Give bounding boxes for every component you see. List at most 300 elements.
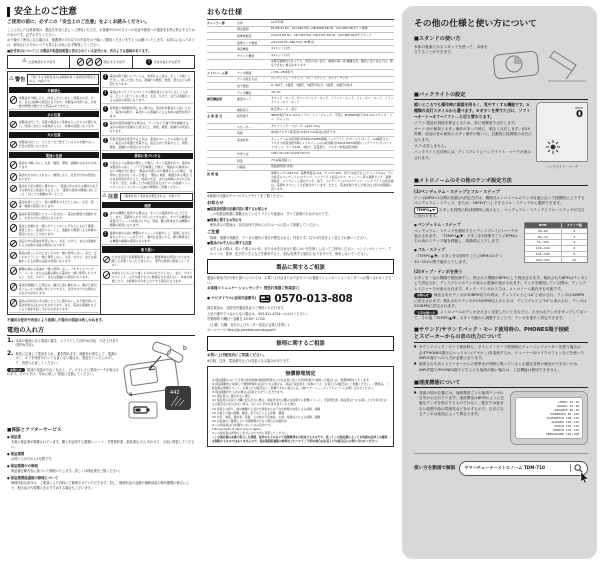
spec-row (207, 106, 394, 113)
safety-section-bar: 異常に気づいたら (102, 153, 193, 159)
tap-tempo-text: ボタンを一定の間隔で数回押すと、押された間隔がBPMとして検出されます。検出されたBPMはテンポとして設定され、ディスプレイのテンポ表示に数値が表示されます。テンポを検知している間は、ディスプレイにマークが表示されます。タップ・テンポの入力は、メトロノーム動作中も可能です。 (414, 276, 588, 291)
spec-row (207, 157, 394, 164)
safety-item-text: 電池は乳幼児の手の届くところに置かない。お子様が誤って電池を飲み込むおそれがあります。また、電池の液漏れなどにより炎症を起こすおそれがあります。 (18, 298, 97, 311)
prohibition-icon (10, 173, 18, 181)
safety-table (7, 71, 195, 315)
navi-dial-label: ● ナビダイヤル(全国共通番号) (207, 296, 257, 301)
caution-badge: ⚠ 注意 (102, 193, 119, 201)
battery-note: お知らせ 電池の残量が少なくなると、ディスプレイに電池マークが表示されます。そのときは、早めに新しい電池に交換してください。 (7, 367, 119, 377)
tempo-terms-heading: ■速度標語について (414, 379, 588, 388)
note-pill: お知らせ (414, 293, 432, 298)
video-search-box[interactable] (459, 461, 588, 476)
prohibition-icon (10, 299, 18, 307)
safety-item (9, 281, 99, 297)
notice-subheading: ■取扱説明書の記載内容に関するお知らせ (207, 206, 268, 211)
prohibition-icon (10, 224, 18, 232)
caution-text: お手入れの際は、乾いた柔らかい布、または水を含ませた柔らかい布を固くしぼってご使用ください。ベンジンやシンナー、アルコール、洗剤、化学ぞうきんなどを使用すると、変色/変質する原因になりますので、使用しないでください。 (210, 246, 392, 256)
repair-clause: ① 保証期間において正常な使用状態(取扱説明書などの注意書に従った使用状態)で故障した場合には、無償修理をいたします。 (212, 378, 372, 383)
spec-name: 電池寿命 (237, 137, 249, 142)
warranty-item-heading: ● 保証期間経過後の修理について (7, 475, 195, 480)
warning-triangle-icon: ⚠ (21, 58, 27, 65)
legend-label: 行為を指示する記号 (153, 59, 181, 64)
safety-item (9, 171, 99, 183)
spec-value: ±1セント以内 (271, 46, 290, 51)
repair-inquiry-box: 修理に関するご相談 (207, 336, 394, 351)
display-corner (536, 102, 588, 162)
safety-items-right-a (102, 73, 193, 192)
prohibition-icon (10, 283, 18, 291)
notice-heading: お知らせ (207, 199, 224, 205)
specs-title: おもな仕様 (207, 8, 242, 16)
spec-group (207, 159, 237, 163)
instruction-icon (103, 122, 109, 128)
symbol-legend (7, 55, 195, 69)
spec-row (207, 164, 394, 171)
pendulum-full-text: テンポ(BPM=1分間の拍数)の設定方法は、機械式メトロノームのテンポ目盛に沿って段階的に上下するペンデュラム・ステップ、または、1BPMずつ上下するフル・ステップから選択できます。 (414, 195, 585, 205)
tap-note: お知らせ 検出されたテンポが30BPM以下の時は、ディスプレイに“Lo”と表示され、テンポは30BPMに設定されます。検出されたテンポが252BPM以上のときは、ディスプレイに“Hi”と表示され、テンポは252BPMに設定されます。 (414, 293, 587, 308)
backlight-section (414, 102, 588, 171)
safety-subtitle: ご使用の前に、必ずこの「安全上のご注意」をよくお読みください。 (7, 20, 150, 26)
sound-bullet: ■ 演奏された音とスピーカーからの基準音が同時に鳴っていると正確な音程の検出ができないため、INPUT端子/PHONES端子どちらにも接続が無い場合は、上記機能は使用できません。 (414, 362, 588, 373)
pendulum-section (414, 222, 588, 266)
tempo-term-row: ADAGIO 54 - 66 (556, 403, 579, 408)
spec-name: 質量 (237, 158, 243, 163)
warranty-item-text: 修理可能な部分は、ご要望により有料にて修理させていただきます。但し、修理料金の金額や補修部品の保有期間の都合により、相当品の代替購入をおすすめする場合もございます。 (11, 481, 190, 490)
stand-illustration (492, 45, 588, 85)
contact-line: 営業時間 月曜日~金曜日 10:00~17:00 (207, 317, 265, 322)
caution-heading: ご注意 (207, 228, 220, 234)
table-header: BPM ステップ幅 (525, 223, 587, 228)
tempo-term-row: PRESTO 176 - 192 (553, 427, 579, 432)
spec-value: A4=410 Hz~480 Hz(1 Hz単位) (271, 39, 315, 44)
repair-clause: (5) 火災、地震、風水害、落雷、その他の天災地変、公害、塩害などによる故障、損傷 (212, 414, 321, 419)
safety-item (102, 270, 193, 286)
tempo-buttons: TEMPO▲/▼ (414, 207, 438, 214)
svg-text:442: 442 (170, 389, 180, 396)
symbols-heading: ■記号表示について|この製品や取扱説明書に表示されている記号には、次のような意味があります。 (7, 48, 152, 53)
caution-intro: 「故障、損傷や誤動作、データの損失の発生が想定される」内容です。以下の内容をよく読んでお使いください。 (207, 235, 370, 240)
spec-name: 基準ピッチ範囲 (237, 40, 258, 45)
safety-item (9, 199, 99, 211)
safety-section-bar: 接続 (102, 202, 193, 208)
safety-item-text: 大きな音量で長時間使用しない。聴覚障害の原因になります。聞こえが悪くなったと感じたら、専門の医師に相談してください。 (111, 255, 193, 268)
spec-group (207, 27, 237, 31)
safety-item (102, 120, 193, 136)
spec-row (207, 26, 394, 33)
safety-intro-1: ここに示した注意事項は、製品を安全に正しくご使用いただき、お客様やほかの方々への危害や財産への損害を未然に防止するためのものです。必ずお守りください。 (7, 28, 195, 37)
spec-group (207, 84, 237, 88)
spec-name: 電源 (237, 131, 243, 136)
safety-item (9, 266, 99, 282)
prohibition-icon (10, 141, 18, 149)
caution-desc: 「傷害を負う可能性が想定される」内容です。 (120, 193, 193, 201)
safety-title: 安全上のご注意 (7, 7, 195, 17)
safety-item (102, 160, 193, 192)
spec-name: 練習モード (237, 97, 252, 102)
backlight-intro: 暗いところでも操作時に画面を明るく、見やすくする機能です。3種類の点灯スタイルから選べます。※ボタンを押すたびに、ソフト→オート→オフ→ソフト...と切り替わります。 (414, 102, 531, 119)
safety-item (9, 159, 99, 171)
spec-name: 測定精度 (237, 47, 249, 52)
video-label: 使い方を動画で解説 (414, 466, 456, 472)
safety-item-text: 電池を火の中に入れない。破裂により、火災やけがの原因になります。 (18, 172, 97, 181)
spec-value: 79 g(電池除く) (271, 157, 292, 162)
step-text: 本体の裏面にある電池の蓋を、スライドして(図中a方向)、引き上げます(図中b方向)。 (15, 338, 119, 348)
repair-contact-line: お買い上げ販売店にご相談ください。 (207, 352, 267, 357)
safety-item-text: 電池はすべてプラス/マイナスの極性表示どおりに正しく入れる。正しく入れていない場合、火災、やけど、または液漏れによる炎症の原因になります。 (109, 89, 191, 102)
battery-illustration (123, 340, 195, 424)
warranty-list (7, 434, 195, 490)
repair-clause: (3) 使用上の誤り、他の機器から受けた障害または不当な修理や改造による故障、損傷 (212, 406, 321, 411)
backlight-heading: ■バックライトの設定 (414, 91, 588, 100)
spec-value: E1(38.41 Hz、A4=410 Hz)~C8(4566.58 Hz、A4=480 Hz)サイン波時 (271, 26, 368, 31)
contact-line: 上記の番号でつながらない場合は、053-411-4744へおかけください。 (207, 311, 310, 316)
spec-row (207, 45, 394, 52)
safety-item (9, 222, 99, 238)
spec-name: スピーカー (237, 124, 252, 129)
spec-group (207, 125, 237, 129)
table-rows (525, 228, 587, 263)
other-title: その他の仕様と使い方について (414, 19, 537, 29)
table-row: 30~60 2 (525, 228, 587, 234)
spec-name: 補助表示 (237, 107, 249, 112)
repair-clause: ※この保証書は日本国内においてのみ有効です。 (212, 422, 273, 427)
battery-step (7, 351, 119, 367)
dial-row (207, 293, 394, 305)
safety-item (102, 254, 193, 270)
safety-item-text: 種類の異なる電池を一緒に使用しない。アルカリとマンガン、メーカーまたは品番の異なる電池を一緒に使用したりすると、火災、やけど、または液漏れの原因になります。 (18, 266, 97, 279)
product-inquiry-box: 製品に関するご相談 (207, 259, 394, 274)
spec-value: 取扱説明書(本書) (271, 164, 294, 169)
backlight-off: オフ:点灯しません。 (414, 144, 449, 149)
safety-item (9, 297, 99, 313)
svg-text:a: a (129, 390, 133, 398)
spec-value: チューナーのみ使用時:約250/150/85時間(バックライト:オフ/ソフト/オート、A4連続入力、アルカリ乾電池使用時) メトロノームのみ使用時:約300/130/75時間(バックライト:オフ/ソフト/オート、テンポ120、4拍子、音量最大、アルカリ乾電池使用時) (271, 136, 392, 149)
stand-text: 本体の裏面にあるスタンドを使って、本体を立てることができます。 (414, 44, 488, 54)
gray-panel (402, 6, 597, 559)
full-step-text: 「TEMPO▲/▼」ボタンを1回押すごとにBPMは1ずつ、30~252の間で値が上下します。 (414, 254, 506, 264)
metronome-tempo-heading: ■メトロノームのその他のテンポ設定方法 (414, 177, 588, 186)
prohibition-icon (10, 96, 18, 104)
instruction-icon (103, 138, 109, 144)
spec-group: 練習機能部 (207, 97, 223, 102)
repair-clause: (1) 保証書のご提示がない場合 (212, 394, 251, 399)
prohibition-icon (10, 121, 18, 129)
safety-item-text: 本製品を分解したり、改造したりしない。感電や火災、けが、または故障の原因になります。本製品の内部には、お客様が修理/交換できる部品はありません。 (18, 95, 97, 108)
step-number: 2. (7, 349, 14, 357)
spec-name: 測定範囲 (237, 27, 249, 32)
warranty-item-heading: ● 保証期間 (7, 451, 195, 456)
safety-item (9, 238, 99, 250)
legend-label: 禁止を示す記号 (103, 59, 125, 64)
backlight-auto: オート:音の検知とボタン操作があった時に、明るく点灯します。約10秒間、追加の音の検知とボタン操作が無いと、自動的に低輝度の点灯になります。 (414, 126, 532, 142)
tempo-button-note: TEMPO▲/▼ ボタンを同時に約1秒間押し続けると、ペンデュラム・ステップとフル・ステップが交互に変わります。 (414, 208, 585, 218)
spec-row (207, 112, 394, 122)
spec-name: 付属品 (237, 165, 246, 170)
spec-row (207, 150, 394, 157)
warranty-item-heading: ● 保証書 (7, 434, 195, 439)
safety-item-text: 電池を保管/廃棄する場合は、テープなどで端子部を絶縁する。ほかの電池や金属片と混ざると、発熱、破裂、液漏れの原因になります。 (109, 121, 192, 134)
table-row: 240~252 12 (525, 256, 587, 262)
spec-value: C3(121.89 Hz、A4=410 Hz)~C6(1141.66 Hz、A4=480 Hz)3オクターブ (271, 32, 372, 37)
tap-tempo-heading: (2)タップ・テンポを使う (414, 269, 463, 275)
contact-line: (土曜、日曜、祝日およびセンター指定の定休日を除く) (210, 322, 289, 327)
repair-clause: ③ 保証期間内でも次の場合は有料とさせていただきます。 (212, 390, 286, 395)
tap-tip: 上手な使い方 メトロノームのテンポを大きく変更したいときなどに、大まかなテンポをタップしておいて、その後「TEMPO▲/▼」ボタンで細かく調整することで、テンポを素早く設定できます。 (414, 310, 588, 320)
backlight-mark-caption: バックライト・マーク (546, 164, 578, 169)
spec-name: テンポ設定方法 (237, 77, 258, 82)
instruction-icon (146, 59, 152, 65)
safety-item (9, 94, 99, 110)
note-pill: お知らせ (7, 368, 25, 373)
warranty-item (7, 451, 195, 462)
safety-item-text: 電池を落としたり、強い衝撃を与えたりしない。火災・感電・破損の原因になります。 (18, 200, 94, 209)
repair-clause: This warranty is valid only in Japan. (212, 426, 262, 431)
warning-triangle-icon: ⚠ (102, 193, 107, 200)
warning-triangle-icon: ⚠ (9, 75, 14, 82)
spec-value: ±1セント以内 (271, 52, 290, 57)
caution-header (102, 193, 193, 201)
spec-name: テンポ精度 (237, 90, 252, 95)
spec-row (207, 129, 394, 136)
warranty-item (7, 475, 195, 490)
spec-name: 基準発振音 (237, 33, 252, 38)
safety-section-bar: 分解禁止 (9, 87, 99, 93)
legend-instruction (133, 56, 194, 68)
spec-row (207, 52, 394, 59)
safety-item-text: 充電式電池を使用するときは、電池のマニュアルの指示に従い、指定の充電器で充電する。指定以外で充電すると、発熱、破裂、液漏れの原因になります。 (109, 137, 191, 150)
safety-item-text: 電池が液漏れした場合は、漏れた液に触れない。漏れた液が目に入ったり皮膚に付いたりすると、化学やけどや失明などのおそれがあります。 (18, 282, 97, 295)
tempo-term-row: ALLEGRO 120 - 152 (551, 419, 579, 424)
spec-group (207, 54, 237, 58)
free-repair-title: 無償修理規定 (285, 370, 316, 377)
backlight-illustration (536, 102, 588, 169)
spec-value: ※測定範囲内であっても、倍音の多い音や、減衰の速い音/複雑な音、騒音に近い音などは、測定できない場合があります (271, 59, 393, 68)
safety-item (102, 210, 193, 230)
safety-item-text: 本製品の近くに、ろうそくなど燃えているものを置かない。火災の原因になります。 (18, 140, 97, 149)
step-text: 極性に注意して電池を入れ、蓋を閉めます。誤動作が発生して、電源のオン、オフを何度か行っても直らない場合は、電池をいったんはずして、再度入れ直してください。 (15, 351, 118, 365)
safety-item-text: 使用後や長時間使用しない場合は、電池を本製品から抜いておく。電池の消耗や、電池からの液漏れによる本体の腐食を防げます。 (109, 105, 191, 118)
tempo-term-row: MODERATO 84 - 108 (550, 411, 579, 416)
spec-name: 拍子範囲 (237, 83, 249, 88)
spec-name (237, 60, 271, 68)
repair-clause: ※この保証書は再発行しませんので大切に保管してください。 (212, 430, 290, 435)
prohibition-icon (10, 252, 18, 260)
spec-value: 基準ピッチ=442 Hz、基準発振音=A4、テンポ=120、拍子=4拍子なし(クリックのみ)、テンポ設定=ペンデュラム/ステップ、バックライト設定=オフ。チューナー部の基準ピッチ、基準発振音、メトロノーム部のテンポ、拍子、ペンデュラム/フル/ステップ、バックライトの設定値は、電源をオフにしても記憶されています。ただし、電池を取り外した場合は上記の初期値に戻ります。 (271, 170, 394, 191)
spec-name (237, 172, 271, 192)
stand-heading: ■スタンドの使い方 (414, 36, 461, 42)
repair-clauses (212, 378, 389, 435)
spec-row (207, 82, 394, 89)
full-step-heading: ● フル・ステップ (414, 247, 588, 253)
instruction-icon (103, 231, 109, 237)
safety-item-text: 電池の取り扱いについては、本書をよく読み、正しくお使いください。誤った使い方は、液漏れや破裂、発熱、発火などの原因になります。 (109, 73, 191, 86)
spec-group: 初 期 値 (207, 171, 219, 176)
battery-step (7, 338, 119, 349)
step-number: 1. (7, 336, 14, 344)
safety-item (9, 210, 99, 222)
spec-name: 接続端子 (237, 114, 249, 119)
spec-row (207, 32, 394, 39)
warranty-item-heading: ● 保証期間中の修理 (7, 463, 195, 468)
spec-value: INPUT端子(3.5 mmモノラル・ミニ・ジャック、平型)、PHONES端子(3.5 mmステレオ・ミニ・ジャック) (271, 113, 393, 122)
specs-table (207, 19, 394, 193)
spec-group (207, 108, 237, 112)
spec-group (207, 152, 237, 156)
safety-item-text: 演奏を始める前に機器のボリュームを最小にし、演奏しながら徐々にボリュームを上げて、適切な音量にする。聴力障害または機器の損傷の原因になります。 (109, 230, 191, 243)
spec-value: 12平均律 (271, 19, 284, 24)
spec-group (207, 34, 237, 38)
svg-text:b: b (183, 344, 187, 352)
prohibition-icon (10, 240, 18, 248)
safety-section-bar: 電池に注意 (9, 152, 99, 158)
safety-item (9, 250, 99, 266)
safety-item-text: 本製品の近くで、花瓶や薬品など液体の入ったものを置かない。内部に水などの液体が入ると、故障の原因になります。 (18, 120, 97, 129)
prohibition-icon (10, 185, 18, 193)
sound-bullet: ■ サウンドバック・モード使用時と、サウンド・モード使用時にチューニングメーターを使う場合は、必ずPHONES端子にヘッドホン(イヤホン)を接続するか、チューナー用マイクロフォンなどを使ったINPUT端子への入力が必要になります。 (414, 345, 588, 361)
video-search-section (414, 453, 588, 476)
spec-row (207, 170, 394, 192)
repair-clause: ② 保証期間内に故障して無償修理をお受けになる場合は、商品と保証書をご持参のうえ、お買上げの販売店にご依頼ください。ご贈答品、ご転居後の修理について、お買上げの販売店にご依頼できない場合には、(株)ヤマハミュージックジャパンにお問い合わせください。 (212, 382, 389, 391)
table-row: 120~144 6 (525, 245, 587, 251)
warning-desc: 「死亡する可能性または重傷を負う可能性が想定される」内容です。 (27, 74, 99, 86)
spec-row (207, 59, 394, 69)
specs-footnote: ※最新の仕様はヤマハのウェブサイトをご覧ください。 (207, 194, 286, 199)
instruction-icon (103, 162, 109, 168)
spec-value: ペンデュラム・ステップ、フル・ステップ、タップ・テンポ (271, 76, 349, 81)
legend-prohibition (70, 56, 132, 68)
safety-item (9, 183, 99, 199)
backlight-note: バックライト点灯時には、ディスプレイにバックライト・マークが表示されます。 (414, 150, 532, 160)
repair-clause: (2) 保証書のお買上げ欄に記入がない場合、保証書または購入を証明する書類(レシート、売買契約書、納品書など)にお買い上げの年月日および販売店の記入がない場合、ならびに字句を書き替えられた場合 (212, 398, 387, 407)
prohibition-icon (10, 267, 18, 275)
prohibition-icon (10, 161, 18, 169)
repair-clause: (4) お買上げ後の移動、輸送、落下などによる故障、損傷 (212, 410, 284, 415)
pendulum-full-heading: (1)ペンデュラム・ステップとフル・ステップ (414, 188, 500, 194)
spec-value: 0~9拍子、2連符、3連符、3連符中抜き、4連符、4連符中抜き (271, 82, 353, 87)
contact-line: 固定電話は、全国市内通話料金でご利用いただけます。 (207, 306, 287, 311)
free-repair-terms-box (207, 366, 394, 447)
spec-row (207, 136, 394, 150)
legend-label: 注意喚起を示す記号 (28, 59, 56, 64)
prohibition-icon (86, 58, 94, 66)
spec-value: 単4形アルカリ乾電池×2本(3 V)※電池は別売です。 (271, 130, 339, 135)
safety-section-bar: 火に注意 (9, 132, 99, 138)
contact-center-line: お客様コミュニケーションセンター 管弦打楽器ご相談窓口 (207, 286, 299, 291)
safety-item-text: 電池を電気回路にショートさせない。電池が破裂や液漏れをし、火災やけがの原因になります。 (18, 211, 97, 220)
spec-row (207, 69, 394, 76)
spec-group (207, 60, 237, 68)
safety-item (102, 88, 193, 104)
table-row: 60~72 3 (525, 233, 587, 239)
prohibition-icon (10, 201, 18, 209)
safety-items-right-b (102, 202, 193, 285)
warranty-item-text: お買い上げ日から1年間です。 (11, 457, 55, 462)
backlight-mark-icon (545, 139, 561, 155)
safety-item-text: 電池を下記の場所に置かない。・直射日光のあたる場所や炎天下の車内など高温になるところ ・湿度や温度の極端に高いところ ・ほこりや振動の多いところ (18, 184, 99, 197)
beat-label: BEAT (575, 106, 583, 110)
battery-section (7, 338, 195, 424)
spec-group (207, 77, 237, 81)
spec-row (207, 20, 394, 26)
safety-table-right (101, 72, 194, 314)
safety-item (9, 139, 99, 151)
battery-steps (7, 338, 119, 377)
notice-subheading: ■廃棄に関するお知らせ (207, 217, 242, 222)
spec-row (207, 89, 394, 96)
safety-item-text: 電池を分解しない。火災、破裂、発熱、液漏れのおそれがあります。 (18, 160, 97, 169)
spec-name: 音律 (237, 20, 243, 25)
spec-name: テンポ範囲 (237, 70, 252, 75)
contact-paragraph: 製品の使用方法や取り扱いについては、お買い上げ店または下記ヤマハお客様コミュニケーションセンターへお問い合わせください。 (207, 276, 392, 285)
legend-warning (8, 56, 70, 68)
battery-section-title: 電池の入れ方 (7, 325, 195, 336)
pendulum-step-heading: ● ペンデュラム・ステップ (414, 222, 588, 228)
spec-group (207, 131, 237, 135)
tempo-term-row: VIVACE 152 - 176 (554, 423, 579, 428)
safety-item-text: 本体の上にのったり重いものをのせたりしない。また、ボタンやスイッチ、入出力端子などに無理な力を加えない。本体が破損したり、お客様がけがをしたりする原因になります。 (111, 270, 193, 283)
safety-item-text: 電池と金属片を一緒にポケットやバッグなどに入れて携帯、保管しない。電池がショートし、液漏れや破裂による故障の原因になることがあります。 (18, 223, 97, 236)
table-row: 72~120 4 (525, 239, 587, 245)
safety-item (102, 136, 193, 152)
repair-contact-note: ※名称、住所、電話番号などは変更になる場合があります。 (207, 358, 293, 363)
spec-group: メトロノーム部 (207, 70, 228, 75)
prohibition-icon (77, 58, 85, 66)
safety-intro-2: お子様がご使用になる場合は、保護者の方が以下の内容をお子様にご徹底くださいますようお願いいたします。お読みになったあとは、使用される方がいつでも見られる所に必ず保管してください。 (7, 38, 195, 47)
safety-item (9, 119, 99, 131)
phone-number: 0570-013-808 (274, 292, 353, 305)
other-specs-column (400, 0, 600, 571)
warranty-title: ■保証とアフターサービス (7, 427, 62, 433)
safety-table-left (8, 72, 101, 314)
backlight-soft: ソフト:電池の消耗を押さえるため、常に低輝度で点灯します。 (414, 120, 519, 125)
stand-section (414, 45, 588, 85)
prohibition-icon (103, 256, 111, 264)
safety-item (102, 73, 193, 89)
spec-row (207, 95, 394, 105)
spec-group (207, 41, 237, 45)
safety-item (102, 229, 193, 245)
prohibition-icon (10, 212, 18, 220)
spec-name: サウンド精度 (237, 53, 255, 58)
pendulum-step-text: ペンデュラム・ステップを選択するとディスプレイに♩マークが表示されます。「TEMPO▲/▼」ボタンを1回押すごとにBPMは右の表のステップ幅を移動し、段階的に上下します。 (414, 228, 519, 244)
spec-value: 106×72×18 mm(W×D×H) (271, 151, 310, 156)
tempo-terms-text: ■ 背面の図の位置には、速度標語ごとの演奏テンポの目安が示されています。速度標語はBPMのように正確なテンポを指示するものではなく、数字では表せない曲想や曲の雰囲気などを示すもので、目安になるテンポは楽曲によって異なります。 (414, 391, 588, 418)
specs-column (200, 0, 400, 571)
tempo-term-row: PRESTISSIMO 192 - 208 (546, 431, 579, 436)
safety-item-text: 下記のような異常が発生した場合、すぐに電源を切り、電池を本製品から抜く。・プラグが破損した場合 ・製品から異常なにおいや煙が出た場合 ・製品の内部に水や異物が入った場合 ・使用中に音が出なくなった場合 ・製品に亀裂、破損がある場合 そのまま使用を続けると、感電や火災、または故障のおそれがあります。至急、お買い上げの販売店またはヤマハお客様コミュニケーションセンターに点検や修理をご依頼ください。 (109, 161, 193, 190)
spec-row (207, 76, 394, 83)
safety-column (0, 0, 200, 571)
spec-value: 純正律メーター表示 (271, 106, 298, 111)
phone-fax-icon (259, 294, 271, 303)
notice-text: 使用済みの電池は、各自治体で決められたルールに従って廃棄してください。 (210, 223, 322, 228)
spec-value: ±0.3% (271, 89, 281, 94)
tempo-terms-section (414, 391, 588, 447)
beat-value: 0 (576, 109, 583, 120)
safety-item-text: 指定以外の電池を使用しない。火災、やけど、または液漏れによる皮膚の炎症の原因になります。 (18, 239, 97, 248)
warranty-item-text: 保証書記載内容に基づいて修理いたします。詳しくは保証書をご覧ください。 (11, 469, 123, 474)
warranty-item (7, 463, 195, 474)
spec-row (207, 39, 394, 46)
spec-value: ダイナミック・スピーカー(φ23 mm) (271, 123, 320, 128)
warranty-item-text: 本書に保証書が掲載されています。購入を証明する書類(レシート、売買契約書、納品書など)とあわせて、大切に保管してください。 (11, 440, 195, 449)
spec-group (207, 138, 237, 150)
notice-text: この取扱説明書に掲載されているイラストや画面は、すべて説明のためのものです。 (210, 212, 331, 217)
prohibition-icon (95, 58, 103, 66)
repair-footer: ◇この保証書は本書に明示した期間、条件のもとにおいて無償修理をお約束するものです。従ってこの保証書によってお客様の法律上の権利を制限するものではありませんので、保証期間経過後の修理などについてご不明の場合はお買上げの販売店にお問い合わせください。 (212, 434, 388, 443)
spec-group: チューナー部 (207, 20, 225, 25)
search-query-text: ヤマハチューナーメトロノーム TDM-710 (464, 465, 545, 471)
